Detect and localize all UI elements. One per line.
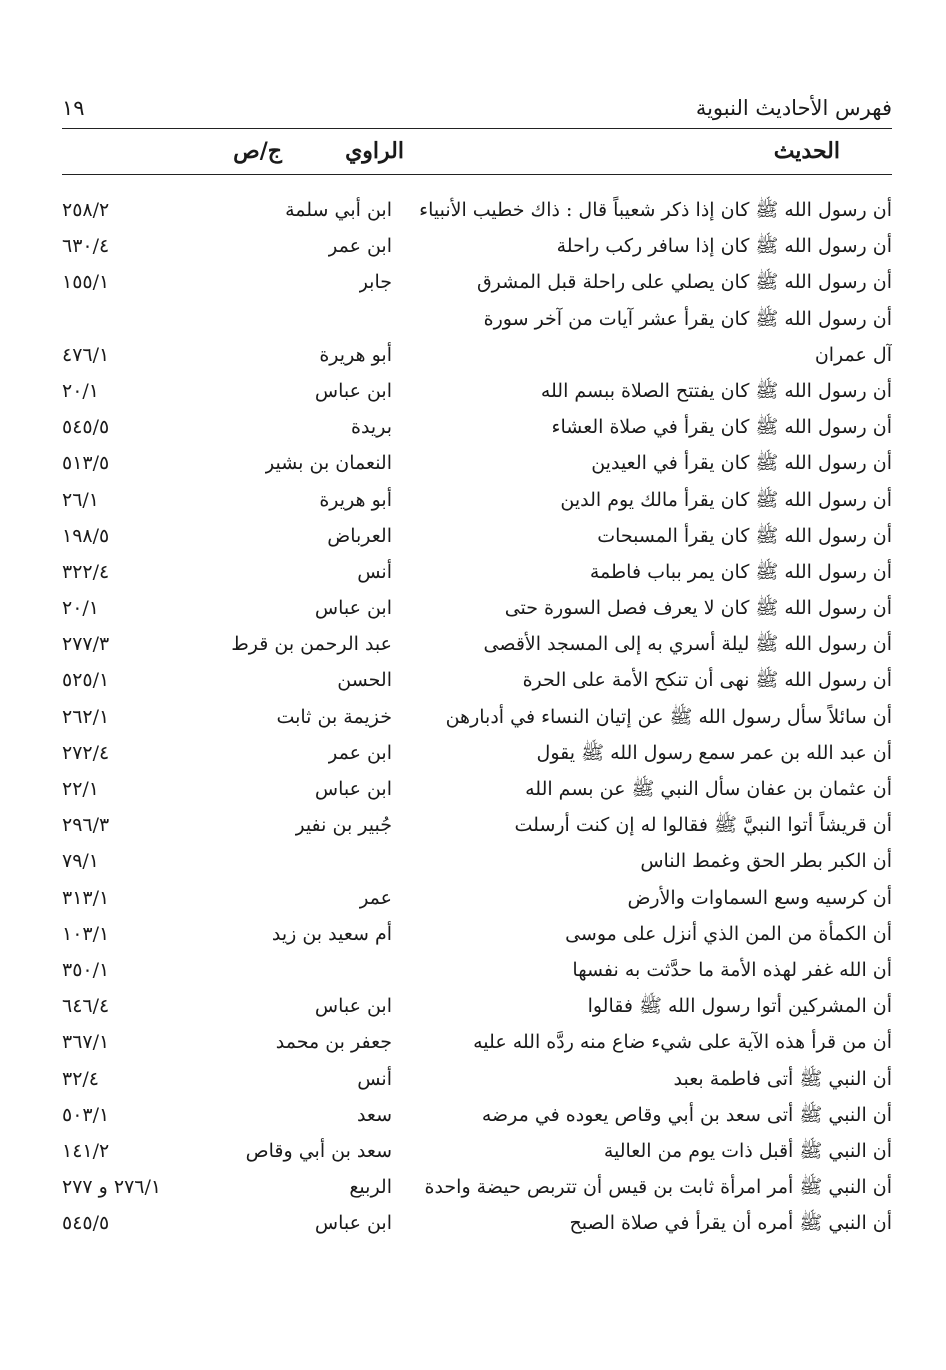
column-header-narrator: الراوي [345,138,404,164]
volume-page-reference: ٢٢/١ [62,778,100,800]
index-row [62,1205,892,1241]
column-header-rule [62,174,892,175]
index-row [62,590,892,626]
narrator-name: أبو هريرة [319,488,392,511]
running-title: فهرس الأحاديث النبوية [695,96,892,120]
hadith-text: أن كرسيه وسع السماوات والأرض [627,886,892,909]
narrator-name: جعفر بن محمد [275,1031,392,1054]
hadith-text: أن رسول الله ﷺ كان إذا سافر ركب راحلة [556,235,892,258]
hadith-text: أن النبي ﷺ أمر امرأة ثابت بن قيس أن تتربص حيضة واحدة [424,1176,892,1199]
narrator-name: الحسن [337,669,392,692]
volume-page-reference: ٥٤٥/٥ [62,1212,110,1235]
volume-page-reference: ٢٩٦/٣ [62,814,110,837]
narrator-name: ابن عمر [328,235,392,258]
volume-page-reference: ١٥٥/١ [62,271,110,294]
narrator-name: أنس [357,1067,392,1090]
hadith-text: أن رسول الله ﷺ ليلة أسري به إلى المسجد الأقصى [483,633,892,656]
index-row [62,843,892,879]
narrator-name: ابن أبي سلمة [285,199,392,221]
hadith-text: أن رسول الله ﷺ كان يصلي على راحلة قبل المشرق [476,271,892,294]
hadith-text: أن رسول الله ﷺ كان يقرأ في صلاة العشاء [551,416,892,439]
page-number: ١٩ [62,96,85,120]
index-table [62,192,892,1241]
hadith-text: أن قريشاً أتوا النبيَّ ﷺ فقالوا له إن كنت أرسلت [514,814,892,837]
index-row [62,807,892,843]
index-row [62,228,892,264]
narrator-name: الربيع [349,1176,392,1199]
hadith-text: أن المشركين أتوا رسول الله ﷺ فقالوا [587,995,892,1018]
volume-page-reference: ٣٢٢/٤ [62,560,110,583]
index-row [62,518,892,554]
volume-page-reference: ٢٦/١ [62,488,100,511]
narrator-name: عبد الرحمن بن قرط [231,633,392,656]
index-row [62,554,892,590]
hadith-text: أن رسول الله ﷺ كان يقرأ مالك يوم الدين [560,488,892,511]
volume-page-reference: ٧٩/١ [62,850,100,873]
narrator-name: ابن عباس [314,379,392,402]
narrator-name: العرباض [327,524,392,547]
hadith-text: أن رسول الله ﷺ كان لا يعرف فصل السورة حتى [504,597,892,620]
narrator-name: ابن عباس [314,995,392,1018]
volume-page-reference: ٣٢/٤ [62,1067,100,1090]
volume-page-reference: ١٩٨/٥ [62,524,110,547]
index-row [62,699,892,735]
hadith-text: آل عمران [814,343,892,366]
hadith-text: أن الكبر بطر الحق وغمط الناس [640,850,892,873]
index-row [62,988,892,1024]
volume-page-reference: ٣٦٧/١ [62,1031,110,1054]
hadith-text: أن رسول الله ﷺ نهى أن تنكح الأمة على الحرة [522,669,892,692]
narrator-name: بريدة [351,416,392,439]
hadith-text: أن سائلاً سأل رسول الله ﷺ عن إتيان النساء في أدبارهن [445,705,892,728]
hadith-text: أن رسول الله ﷺ كان إذا ذكر شعيباً قال : ذاك خطيب الأنبياء [419,199,892,221]
narrator-name: جابر [358,271,392,294]
narrator-name: سعد بن أبي وقاص [245,1139,392,1162]
narrator-name: أنس [357,560,392,583]
index-row [62,916,892,952]
narrator-name: ابن عباس [314,1212,392,1235]
hadith-text: أن عبد الله بن عمر سمع رسول الله ﷺ يقول [536,741,892,764]
index-row [62,880,892,916]
index-row [62,373,892,409]
narrator-name: أبو هريرة [319,343,392,366]
index-row [62,1024,892,1060]
index-row [62,301,892,337]
volume-page-reference: ٢٠/١ [62,597,100,620]
volume-page-reference: ٥٤٥/٥ [62,416,110,439]
narrator-name: ابن عمر [328,741,392,764]
volume-page-reference: ٢٦٢/١ [62,705,110,728]
hadith-text: أن النبي ﷺ أمره أن يقرأ في صلاة الصبح [569,1212,892,1235]
volume-page-reference: ١٠٣/١ [62,922,110,945]
hadith-text: أن عثمان بن عفان سأل النبي ﷺ عن بسم الله [525,778,892,800]
index-row [62,337,892,373]
volume-page-reference: ٣١٣/١ [62,886,110,909]
narrator-name: النعمان بن بشير [265,452,392,475]
index-row [62,482,892,518]
index-row [62,1097,892,1133]
narrator-name: أم سعيد بن زيد [271,922,392,945]
narrator-name: سعد [356,1103,392,1126]
index-row [62,445,892,481]
volume-page-reference: ٥٢٥/١ [62,669,110,692]
volume-page-reference: ٢٧٢/٤ [62,741,110,764]
volume-page-reference: ٤٧٦/١ [62,343,110,366]
volume-page-reference: ١٤١/٢ [62,1139,110,1162]
volume-page-reference: ٢٧٦/١ و ٢٧٧ [62,1176,162,1199]
volume-page-reference: ٥١٣/٥ [62,452,110,475]
hadith-text: أن الكمأة من المن الذي أنزل على موسى [565,922,892,945]
hadith-text: أن رسول الله ﷺ كان يفتتح الصلاة ببسم الله [540,379,892,402]
volume-page-reference: ٦٤٦/٤ [62,995,110,1018]
narrator-name: ابن عباس [314,778,392,800]
index-row [62,626,892,662]
index-row [62,264,892,300]
index-row [62,1133,892,1169]
index-row [62,1169,892,1205]
hadith-text: أن الله غفر لهذه الأمة ما حدَّثت به نفسها [572,958,892,981]
hadith-text: أن النبي ﷺ أقبل ذات يوم من العالية [603,1139,892,1162]
column-header-hadith: الحديث [773,138,840,164]
volume-page-reference: ٦٣٠/٤ [62,235,110,258]
index-row [62,662,892,698]
volume-page-reference: ٣٥٠/١ [62,958,110,981]
volume-page-reference: ٥٠٣/١ [62,1103,110,1126]
index-row [62,409,892,445]
running-head [62,96,892,128]
hadith-text: أن رسول الله ﷺ كان يمر بباب فاطمة [589,560,892,583]
column-headers [62,138,892,172]
narrator-name: عمر [359,886,392,909]
hadith-text: أن من قرأ هذه الآية على شيء ضاع منه ردَّه الله عليه [473,1031,892,1054]
header-rule [62,128,892,129]
index-row [62,771,892,807]
hadith-text: أن النبي ﷺ أتى فاطمة بعبد [673,1067,892,1090]
hadith-text: أن رسول الله ﷺ كان يقرأ المسبحات [597,524,892,547]
volume-page-reference: ٢٠/١ [62,379,100,402]
volume-page-reference: ٢٧٧/٣ [62,633,110,656]
index-row [62,952,892,988]
narrator-name: خزيمة بن ثابت [276,705,392,728]
narrator-name: جُبير بن نفير [295,814,392,837]
index-row [62,1061,892,1097]
hadith-text: أن رسول الله ﷺ كان يقرأ عشر آيات من آخر سورة [483,307,892,330]
volume-page-reference: ٢٥٨/٢ [62,199,110,221]
hadith-text: أن النبي ﷺ أتى سعد بن أبي وقاص يعوده في مرضه [481,1103,892,1126]
hadith-text: أن رسول الله ﷺ كان يقرأ في العيدين [591,452,892,475]
index-row [62,192,892,228]
column-header-reference: ج/ص [233,138,282,164]
index-row [62,735,892,771]
narrator-name: ابن عباس [314,597,392,620]
